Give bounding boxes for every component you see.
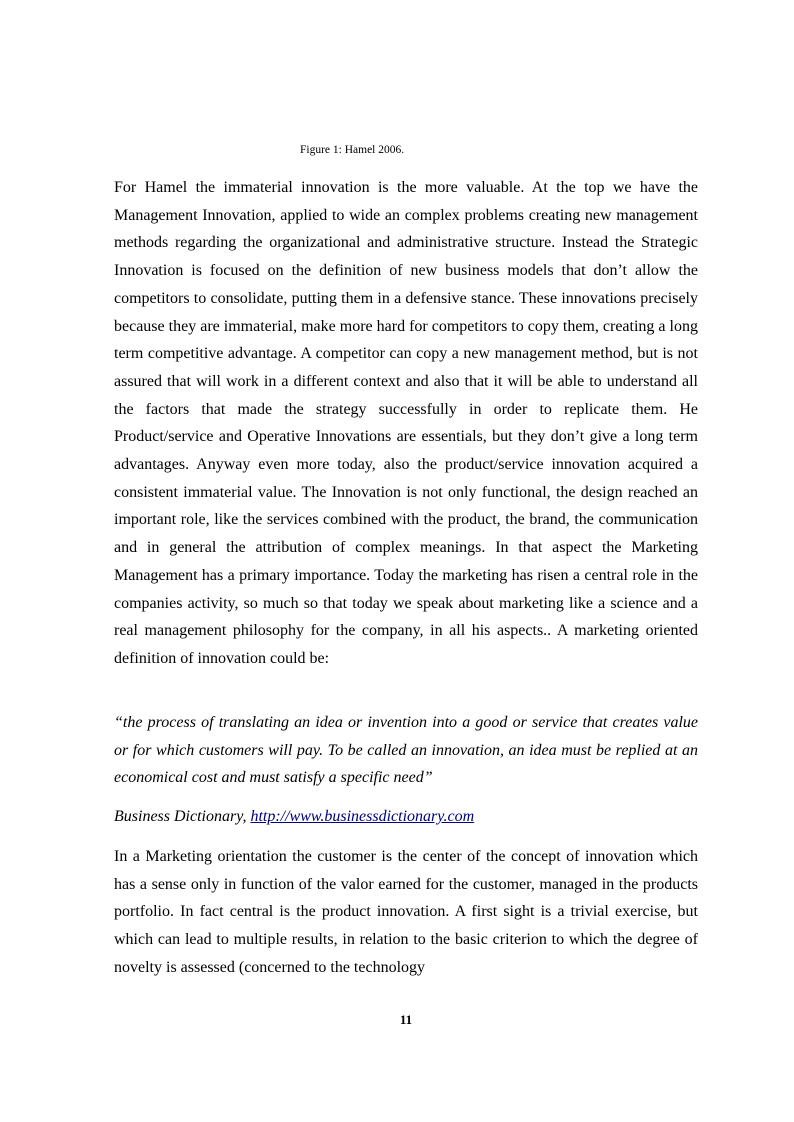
source-prefix: Business Dictionary, (114, 808, 251, 825)
source-link[interactable]: http://www.businessdictionary.com (250, 808, 475, 825)
quote-source (114, 803, 698, 831)
innovation-definition-quote: “the process of translating an idea or invention into a good or service that creates value or for which customers will pay. To be called an innovation, an idea must be replied at an economical cost and must satisfy a specific need” (114, 714, 698, 787)
paragraph-hamel-innovation: For Hamel the immaterial innovation is the more valuable. At the top we have the Management Innovation, applied to wide an complex problems creating new management methods regarding the organizational and administrative structure. Instead the Strategic Innovation is focused on the definition of new business models that don’t allow the competitors to consolidate, putting them in a defensive stance. These innovations precisely because they are immaterial, make more hard for competitors to copy them, creating a long term competitive advantage. A competitor can copy a new management method, but is not assured that will work in a different context and also that it will be able to understand all the factors that made the strategy successfully in order to replicate them. He Product/service and Operative Innovations are essentials, but they don’t give a long term advantages. Anyway even more today, also the product/service innovation acquired a consistent immaterial value. The Innovation is not only functional, the design reached an important role, like the services combined with the product, the brand, the communication and in general the attribution of complex meanings. In that aspect the Marketing Management has a primary importance. Today the marketing has risen a central role in the companies activity, so much so that today we speak about marketing like a science and a real management philosophy for the company, in all his aspects.. A marketing oriented definition of innovation could be: (114, 179, 698, 667)
page-number: 11 (399, 1012, 413, 1027)
figure-caption: Figure 1: Hamel 2006. (300, 144, 405, 156)
paragraph-marketing-orientation: In a Marketing orientation the customer is the center of the concept of innovation which has a sense only in function of the valor earned for the customer, managed in the products portfolio. In fact central is the product innovation. A first sight is a trivial exercise, but which can lead to multiple results, in relation to the basic criterion to which the degree of novelty is assessed (concerned to the technology (114, 848, 698, 976)
